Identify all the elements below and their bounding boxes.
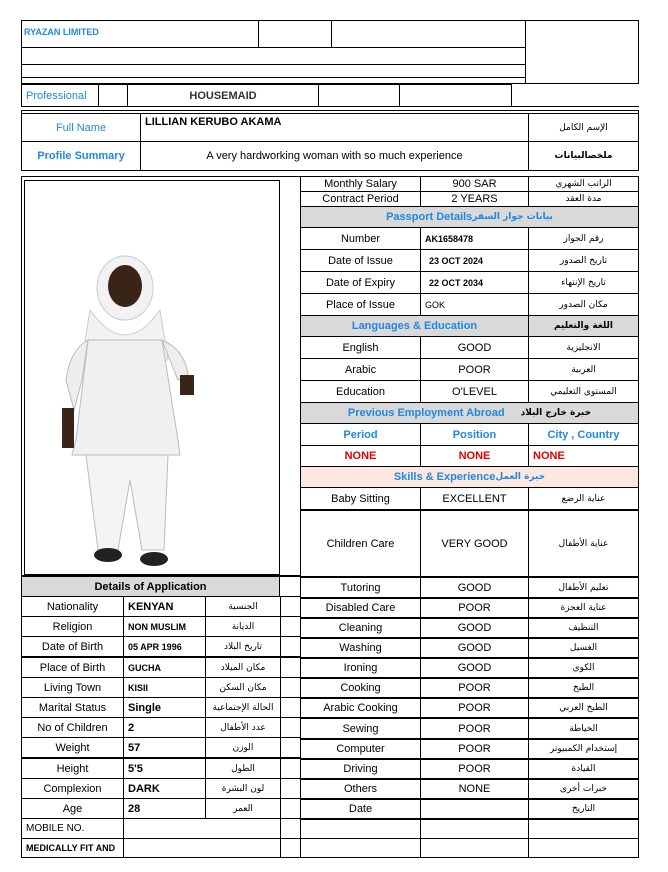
skill-label: Cleaning <box>300 617 421 639</box>
skill-arabic: الكوي <box>528 657 639 679</box>
skill-arabic: تعليم الأطفال <box>528 576 639 599</box>
application-label: Religion <box>21 616 124 637</box>
header-divider <box>525 20 526 84</box>
skill-label: Computer <box>300 738 421 760</box>
application-value: 2 <box>123 717 206 738</box>
employment-col-position: Position <box>420 423 529 446</box>
mobile-spacer <box>280 818 301 839</box>
language-value: O'LEVEL <box>420 380 529 403</box>
passport-arabic: مكان الصدور <box>528 293 639 316</box>
application-arabic: الجنسية <box>205 596 281 617</box>
employment-position: NONE <box>420 445 529 467</box>
application-arabic: لون البشرة <box>205 778 281 799</box>
header-divider <box>21 47 525 48</box>
language-arabic: المستوى التعليمي <box>528 380 639 403</box>
passport-header-en: Passport Details <box>386 211 473 223</box>
skill-value: POOR <box>420 717 529 740</box>
employment-col-period: Period <box>300 423 421 446</box>
passport-value: 23 OCT 2024 <box>420 249 529 272</box>
application-label: Living Town <box>21 677 124 698</box>
application-value: 28 <box>123 798 206 819</box>
medical-spacer <box>420 838 529 858</box>
skill-arabic: خبرات أخرى <box>528 778 639 800</box>
header-divider <box>331 20 332 48</box>
passport-value: 22 OCT 2034 <box>420 271 529 294</box>
application-arabic: الحالة الإجتماعية <box>205 697 281 718</box>
application-label: Place of Birth <box>21 657 124 678</box>
application-spacer <box>280 758 301 779</box>
full-name-value: LILLIAN KERUBO AKAMA <box>140 113 529 142</box>
skill-arabic: القيادة <box>528 758 639 780</box>
application-label: No of Children <box>21 717 124 738</box>
professional-spacer <box>318 84 400 107</box>
contract-arabic: مدة العقد <box>528 191 639 207</box>
application-spacer <box>279 576 301 597</box>
skill-label: Sewing <box>300 717 421 740</box>
summary-label: Profile Summary <box>21 141 141 171</box>
skill-label: Arabic Cooking <box>300 697 421 719</box>
header-divider <box>21 64 525 65</box>
passport-value: GOK <box>420 293 529 316</box>
skill-label: Others <box>300 778 421 800</box>
application-value: NON MUSLIM <box>123 616 206 637</box>
application-spacer <box>280 798 301 819</box>
profession-value: HOUSEMAID <box>127 84 319 107</box>
application-arabic: تاريخ البلاد <box>205 636 281 657</box>
language-value: POOR <box>420 358 529 381</box>
skill-label: Tutoring <box>300 576 421 599</box>
skill-arabic: عناية الرضع <box>528 487 639 511</box>
application-spacer <box>280 778 301 799</box>
applicant-photo <box>60 250 210 572</box>
passport-header <box>300 206 639 228</box>
summary-value: A very hardworking woman with so much experience <box>140 141 529 171</box>
application-label: Weight <box>21 737 124 758</box>
employment-period: NONE <box>300 445 421 467</box>
application-spacer <box>280 717 301 738</box>
application-spacer <box>280 697 301 718</box>
skill-value: GOOD <box>420 617 529 639</box>
skill-value: POOR <box>420 738 529 760</box>
contract-label: Contract Period <box>300 191 421 207</box>
professional-spacer <box>98 84 128 107</box>
employment-header-ar: خبرة خارج البلاد <box>520 408 592 418</box>
application-spacer <box>280 596 301 617</box>
medical-spacer <box>528 838 639 858</box>
skill-arabic: التاريخ <box>528 798 639 820</box>
full-name-arabic: الإسم الكامل <box>528 113 639 142</box>
application-value: 57 <box>123 737 206 758</box>
header-divider <box>258 20 259 48</box>
application-value: DARK <box>123 778 206 799</box>
professional-line <box>511 106 639 107</box>
application-arabic: الطول <box>205 758 281 779</box>
application-label: Marital Status <box>21 697 124 718</box>
header-divider <box>21 77 525 78</box>
skill-arabic: عناية الأطفال <box>528 509 639 578</box>
language-arabic: الانجليزية <box>528 336 639 359</box>
mobile-spacer <box>300 818 421 839</box>
skill-arabic: الغسيل <box>528 637 639 659</box>
language-label: English <box>300 336 421 359</box>
skill-label: Washing <box>300 637 421 659</box>
application-spacer <box>280 737 301 758</box>
language-label: Arabic <box>300 358 421 381</box>
employment-city: NONE <box>528 445 639 467</box>
medical-label: MEDICALLY FIT AND <box>21 838 124 858</box>
mobile-spacer <box>420 818 529 839</box>
skill-value: EXCELLENT <box>420 487 529 511</box>
professional-label: Professional <box>21 84 99 107</box>
application-value: 05 APR 1996 <box>123 636 206 657</box>
contract-value: 900 SAR <box>420 176 529 192</box>
medical-spacer <box>300 838 421 858</box>
full-name-label: Full Name <box>21 113 141 142</box>
employment-col-city: City , Country <box>528 423 639 446</box>
application-arabic: الوزن <box>205 737 281 758</box>
medical-value <box>123 838 281 858</box>
application-label: Date of Birth <box>21 636 124 657</box>
company-name: RYAZAN LIMITED <box>24 27 99 37</box>
languages-header-ar: اللغة والتعليم <box>528 315 639 337</box>
application-header: Details of Application <box>21 576 280 597</box>
contract-label: Monthly Salary <box>300 176 421 192</box>
passport-label: Date of Issue <box>300 249 421 272</box>
application-label: Complexion <box>21 778 124 799</box>
passport-label: Place of Issue <box>300 293 421 316</box>
header-block <box>21 20 639 84</box>
skill-value: POOR <box>420 697 529 719</box>
application-arabic: مكان الميلاد <box>205 657 281 678</box>
skills-header-en: Skills & Experience <box>393 471 496 483</box>
language-value: GOOD <box>420 336 529 359</box>
languages-header: Languages & Education <box>300 315 529 337</box>
skill-value: POOR <box>420 758 529 780</box>
skills-header-ar: خبرة العمل <box>495 472 546 482</box>
skill-label: Cooking <box>300 677 421 699</box>
skill-arabic: التنظيف <box>528 617 639 639</box>
skill-label: Date <box>300 798 421 820</box>
skills-header <box>300 466 639 488</box>
skill-value: NONE <box>420 778 529 800</box>
contract-arabic: الراتب الشهري <box>528 176 639 192</box>
language-arabic: العربية <box>528 358 639 381</box>
skill-value <box>420 798 529 820</box>
skill-label: Disabled Care <box>300 597 421 619</box>
application-value: 5'5 <box>123 758 206 779</box>
skill-value: VERY GOOD <box>420 509 529 578</box>
application-label: Nationality <box>21 596 124 617</box>
application-arabic: الديانة <box>205 616 281 637</box>
passport-label: Date of Expiry <box>300 271 421 294</box>
skill-label: Driving <box>300 758 421 780</box>
application-spacer <box>280 657 301 678</box>
passport-label: Number <box>300 227 421 250</box>
skill-arabic: عناية العجزة <box>528 597 639 619</box>
application-value: KENYAN <box>123 596 206 617</box>
employment-header <box>300 402 639 424</box>
application-value: KISII <box>123 677 206 698</box>
medical-spacer <box>280 838 301 858</box>
passport-arabic: تاريخ الإنتهاء <box>528 271 639 294</box>
skill-label: Ironing <box>300 657 421 679</box>
skill-label: Children Care <box>300 509 421 578</box>
skill-arabic: إستخدام الكمبيوتر <box>528 738 639 760</box>
language-label: Education <box>300 380 421 403</box>
skill-value: GOOD <box>420 576 529 599</box>
skill-label: Baby Sitting <box>300 487 421 511</box>
skill-value: POOR <box>420 597 529 619</box>
passport-header-ar: بيانات جواز السفر <box>472 212 553 222</box>
skill-arabic: الطبخ العربي <box>528 697 639 719</box>
skill-arabic: الخياطة <box>528 717 639 740</box>
skill-value: POOR <box>420 677 529 699</box>
passport-arabic: تاريخ الصدور <box>528 249 639 272</box>
application-label: Height <box>21 758 124 779</box>
mobile-value <box>123 818 281 839</box>
application-spacer <box>280 677 301 698</box>
application-spacer <box>280 616 301 637</box>
passport-value: AK1658478 <box>420 227 529 250</box>
application-arabic: العمر <box>205 798 281 819</box>
professional-spacer <box>399 84 512 107</box>
mobile-spacer <box>528 818 639 839</box>
mobile-label: MOBILE NO. <box>21 818 124 839</box>
contract-value: 2 YEARS <box>420 191 529 207</box>
summary-arabic: ملخصالبيانات <box>528 141 639 171</box>
application-label: Age <box>21 798 124 819</box>
passport-arabic: رقم الجواز <box>528 227 639 250</box>
application-value: Single <box>123 697 206 718</box>
skill-value: GOOD <box>420 657 529 679</box>
skill-arabic: الطبخ <box>528 677 639 699</box>
employment-header-en: Previous Employment Abroad <box>347 407 505 419</box>
skill-value: GOOD <box>420 637 529 659</box>
application-value: GUCHA <box>123 657 206 678</box>
application-arabic: مكان السكن <box>205 677 281 698</box>
application-spacer <box>280 636 301 657</box>
application-arabic: عدد الأطفال <box>205 717 281 738</box>
